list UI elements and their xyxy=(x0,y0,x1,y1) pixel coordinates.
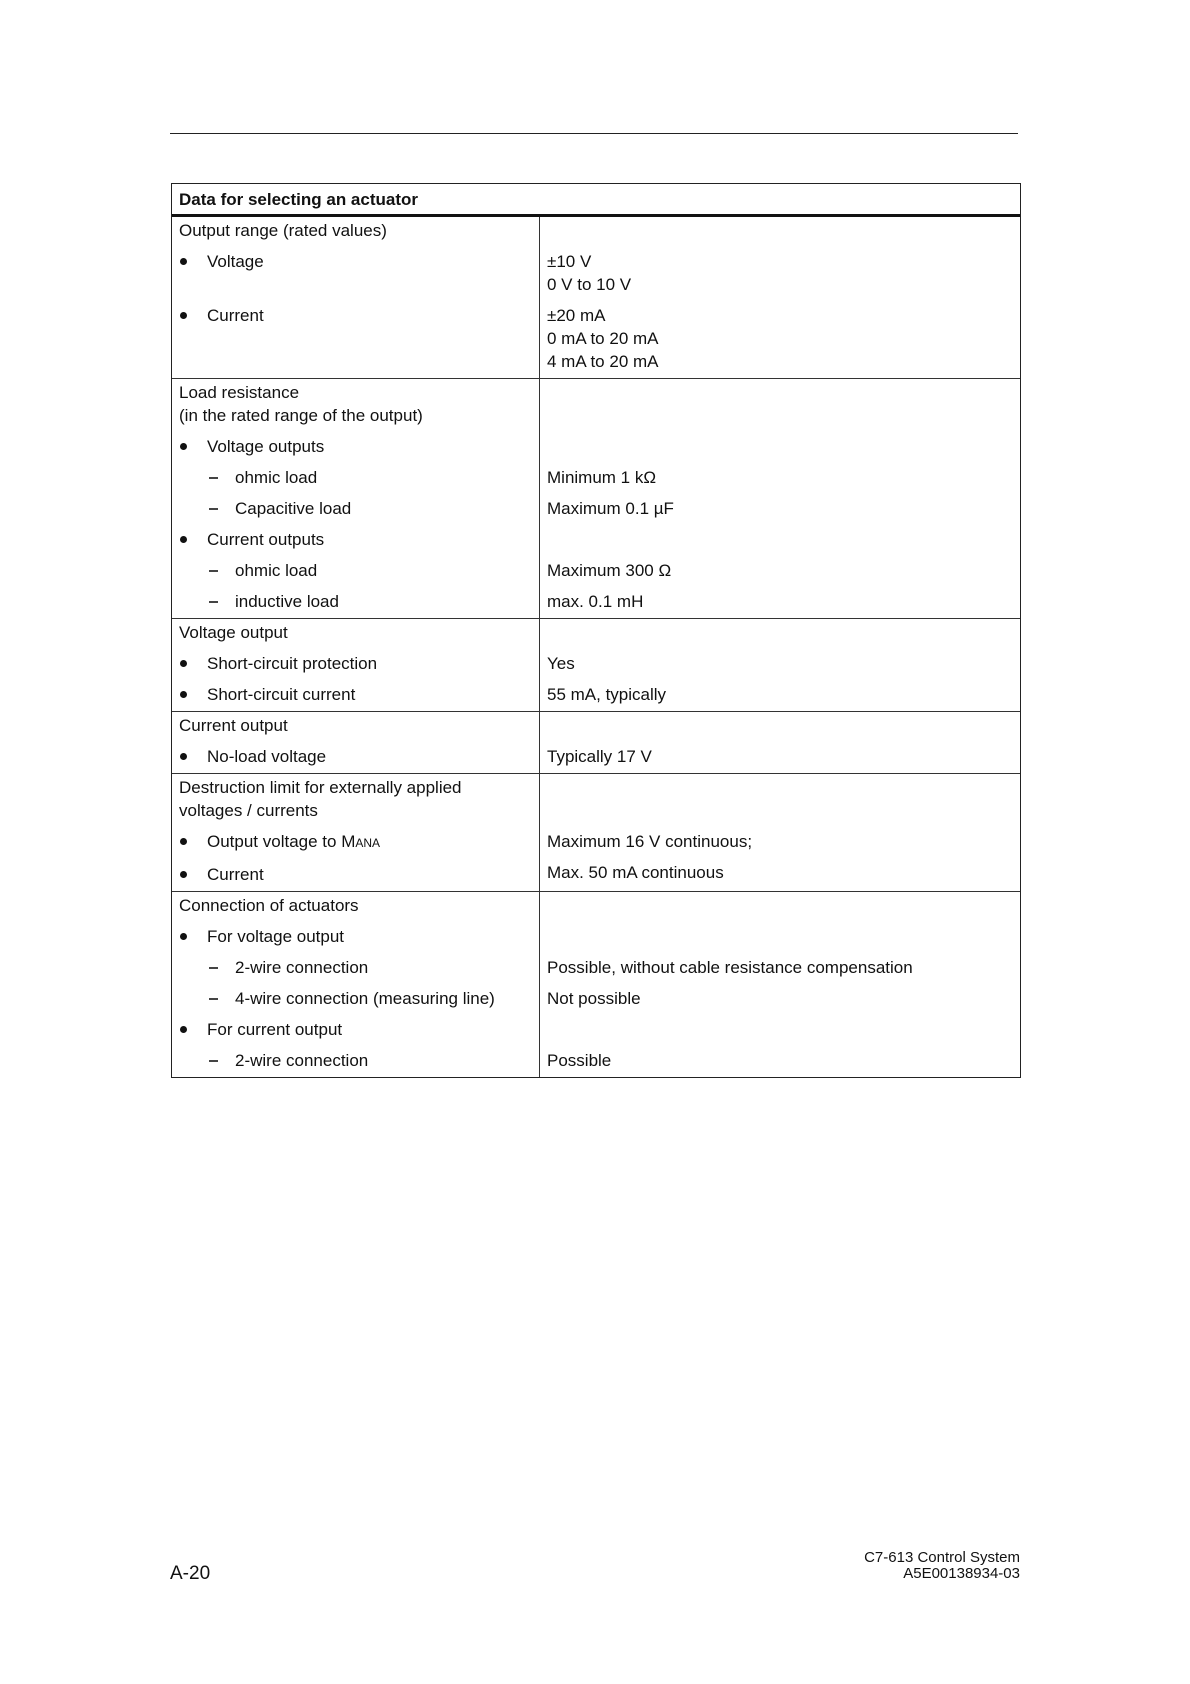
bullet-icon xyxy=(180,753,187,760)
header-rule xyxy=(170,133,1018,134)
value-column xyxy=(540,712,1020,773)
bullet-icon xyxy=(180,660,187,667)
list-item: For voltage output xyxy=(172,925,539,948)
dash-icon xyxy=(209,601,218,603)
value-column xyxy=(540,379,1020,618)
section-heading: Voltage output xyxy=(179,623,288,642)
label-column xyxy=(172,712,540,773)
section-connection xyxy=(172,892,1020,1077)
value-text: Yes xyxy=(547,654,575,673)
bullet-icon xyxy=(180,871,187,878)
value-text: ±10 V xyxy=(547,252,592,271)
section-heading: Load resistance xyxy=(179,383,300,402)
label-column xyxy=(172,619,540,711)
page-number: A-20 xyxy=(170,1563,211,1584)
spec-table xyxy=(171,183,1021,1078)
section-heading: Connection of actuators xyxy=(179,896,359,915)
value-text: Possible xyxy=(547,1051,612,1070)
label-column xyxy=(172,892,540,1077)
dash-icon xyxy=(209,1060,218,1062)
bullet-icon xyxy=(180,258,187,265)
list-item: 2-wire connection xyxy=(172,1049,539,1072)
value-text: Maximum 0.1 µF xyxy=(547,499,674,518)
list-item: ohmic load xyxy=(172,466,539,489)
label-column xyxy=(172,379,540,618)
value-text: Maximum 300 Ω xyxy=(547,561,672,580)
value-text: Typically 17 V xyxy=(547,747,652,766)
value-column xyxy=(540,619,1020,711)
list-item: Voltage outputs xyxy=(172,435,539,458)
bullet-icon xyxy=(180,933,187,940)
value-text: 4 mA to 20 mA xyxy=(547,352,659,371)
list-item: Current xyxy=(172,863,539,886)
value-text: 0 V to 10 V xyxy=(547,275,632,294)
doc-number: A5E00138934-03 xyxy=(903,1565,1020,1582)
list-item: Output voltage to MANA xyxy=(172,830,539,855)
list-item: Short-circuit protection xyxy=(172,652,539,675)
value-column xyxy=(540,217,1020,378)
section-heading: (in the rated range of the output) xyxy=(179,406,423,425)
list-item: For current output xyxy=(172,1018,539,1041)
list-item: No-load voltage xyxy=(172,745,539,768)
value-text: 55 mA, typically xyxy=(547,685,667,704)
product-name: C7-613 Control System xyxy=(864,1549,1020,1566)
list-item: Current xyxy=(172,304,539,327)
section-heading: voltages / currents xyxy=(179,801,318,820)
list-item: 4-wire connection (measuring line) xyxy=(172,987,539,1010)
bullet-icon xyxy=(180,691,187,698)
list-item: 2-wire connection xyxy=(172,956,539,979)
value-text: Possible, without cable resistance compensation xyxy=(547,958,913,977)
value-text: ±20 mA xyxy=(547,306,606,325)
section-destruction-limit xyxy=(172,774,1020,892)
dash-icon xyxy=(209,508,218,510)
list-item: Current outputs xyxy=(172,528,539,551)
list-item: inductive load xyxy=(172,590,539,613)
list-item: Capacitive load xyxy=(172,497,539,520)
bullet-icon xyxy=(180,443,187,450)
value-text: Maximum 16 V continuous; xyxy=(547,832,753,851)
dash-icon xyxy=(209,570,218,572)
footer-doc-info xyxy=(864,1550,1020,1582)
section-heading: Output range (rated values) xyxy=(179,221,387,240)
value-column xyxy=(540,892,1020,1077)
value-column xyxy=(540,774,1020,891)
table-title: Data for selecting an actuator xyxy=(172,184,1020,217)
list-item: ohmic load xyxy=(172,559,539,582)
list-item: Short-circuit current xyxy=(172,683,539,706)
value-text: Minimum 1 kΩ xyxy=(547,468,657,487)
label-column xyxy=(172,217,540,378)
section-heading: Current output xyxy=(179,716,288,735)
section-output-range xyxy=(172,217,1020,379)
value-text: Max. 50 mA continuous xyxy=(547,863,724,882)
bullet-icon xyxy=(180,536,187,543)
value-text: max. 0.1 mH xyxy=(547,592,644,611)
bullet-icon xyxy=(180,838,187,845)
section-voltage-output xyxy=(172,619,1020,712)
label-column xyxy=(172,774,540,891)
section-current-output xyxy=(172,712,1020,774)
dash-icon xyxy=(209,477,218,479)
list-item: Voltage xyxy=(172,250,539,273)
value-text: Not possible xyxy=(547,989,641,1008)
bullet-icon xyxy=(180,1026,187,1033)
dash-icon xyxy=(209,967,218,969)
value-text: 0 mA to 20 mA xyxy=(547,329,659,348)
section-load-resistance xyxy=(172,379,1020,619)
bullet-icon xyxy=(180,312,187,319)
section-heading: Destruction limit for externally applied xyxy=(179,778,462,797)
dash-icon xyxy=(209,998,218,1000)
